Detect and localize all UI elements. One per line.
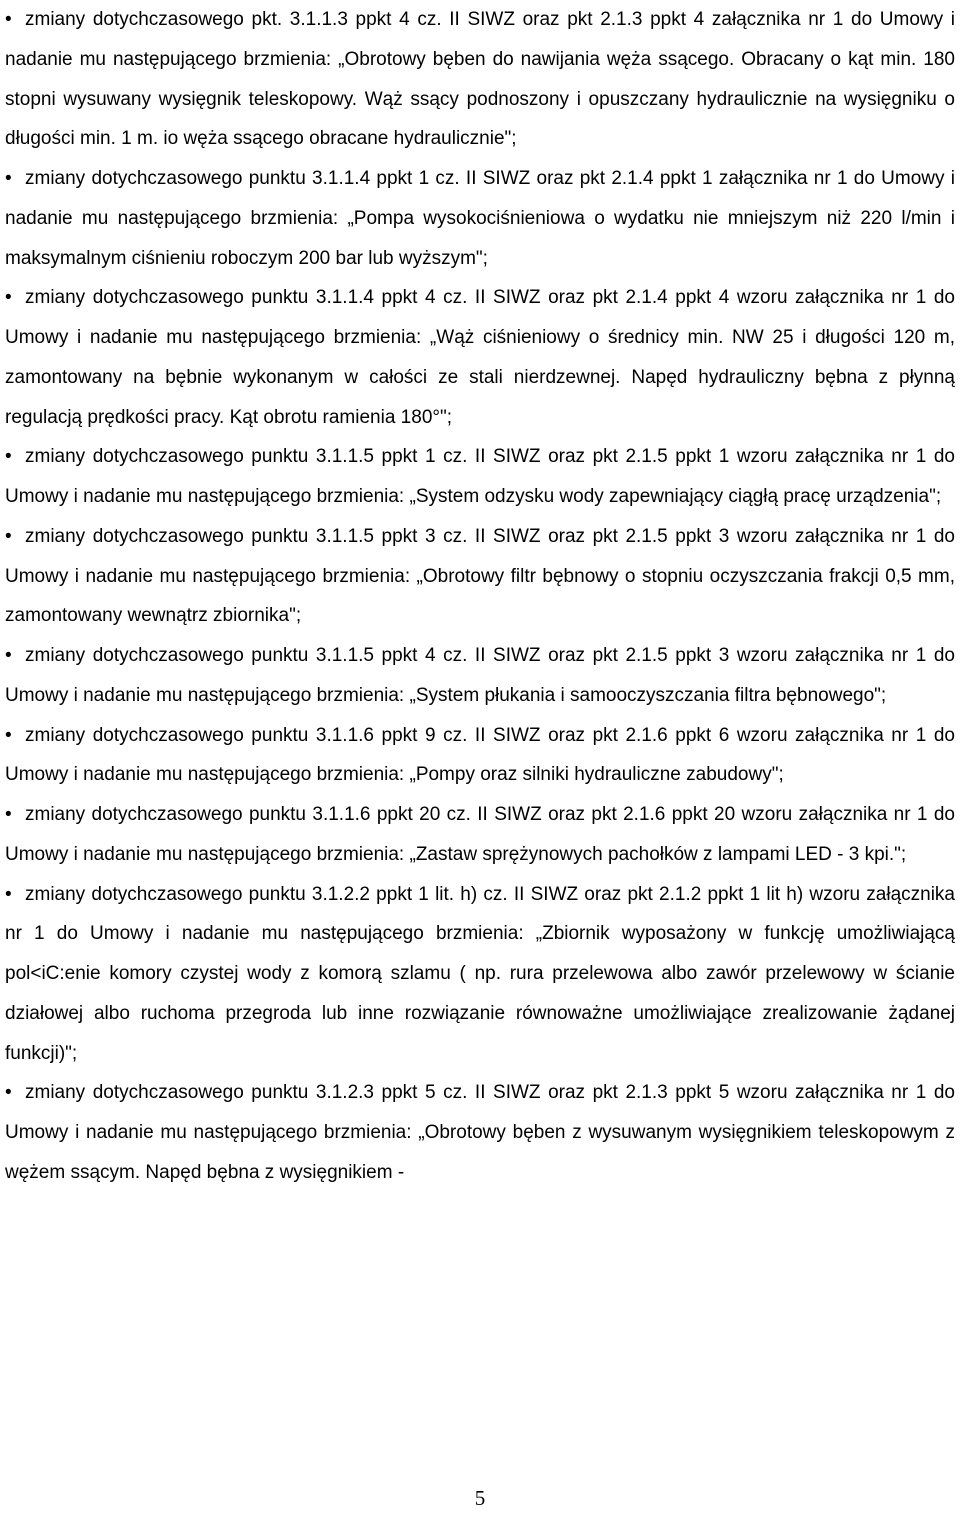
bullet-icon: • [5, 645, 12, 666]
list-item [5, 0, 955, 159]
list-item [5, 875, 955, 1074]
bullet-icon: • [5, 9, 12, 30]
bullet-icon: • [5, 724, 12, 746]
bullet-icon: • [5, 168, 12, 189]
bullet-icon: • [5, 804, 12, 825]
list-item [5, 517, 955, 636]
list-item-text: zmiany dotychczasowego punktu 3.1.1.6 ppkt 20 cz. II SIWZ oraz pkt 2.1.6 ppkt 20 wzoru załącznika nr 1 do Umowy i nadanie mu następującego brzmienia: „Zastaw sprężynowych pachołków z lampami LED - 3 kpi."; [5, 804, 955, 865]
list-item [5, 795, 955, 875]
list-item [5, 716, 955, 796]
list-item [5, 278, 955, 437]
bullet-icon: • [5, 287, 12, 309]
list-item [5, 437, 955, 517]
list-item-text: zmiany dotychczasowego punktu 3.1.1.4 ppkt 4 cz. II SIWZ oraz pkt 2.1.4 ppkt 4 wzoru załącznika nr 1 do Umowy i nadanie mu następującego brzmienia: „Wąż ciśnieniowy o średnicy min. NW 25 i długości 120 m, zamontowany na bębnie wykonanym w całości ze stali nierdzewnej. Napęd hydrauliczny bębna z płynną regulacją prędkości pracy. Kąt obrotu ramienia 180°"; [5, 287, 955, 428]
list-item [5, 636, 955, 716]
list-item [5, 1073, 955, 1192]
bullet-icon: • [5, 1082, 12, 1104]
document-body [5, 0, 955, 1193]
list-item-text: zmiany dotychczasowego punktu 3.1.2.3 ppkt 5 cz. II SIWZ oraz pkt 2.1.3 ppkt 5 wzoru załącznika nr 1 do Umowy i nadanie mu następującego brzmienia: „Obrotowy bęben z wysuwanym wysięgnikiem teleskopowym z wężem ssącym. Napęd bębna z wysięgnikiem - [5, 1082, 955, 1183]
list-item-text: zmiany dotychczasowego punktu 3.1.1.5 ppkt 3 cz. II SIWZ oraz pkt 2.1.5 ppkt 3 wzoru załącznika nr 1 do Umowy i nadanie mu następującego brzmienia: „Obrotowy filtr bębnowy o stopniu oczyszczania frakcji 0,5 mm, zamontowany wewnątrz zbiornika"; [5, 525, 955, 627]
list-item-text: zmiany dotychczasowego punktu 3.1.1.5 ppkt 4 cz. II SIWZ oraz pkt 2.1.5 ppkt 3 wzoru załącznika nr 1 do Umowy i nadanie mu następującego brzmienia: „System płukania i samooczyszczania filtra bębnowego"; [5, 645, 955, 706]
page-number: 5 [474, 1486, 486, 1510]
bullet-icon: • [5, 883, 12, 905]
list-item [5, 159, 955, 278]
list-item-text: zmiany dotychczasowego pkt. 3.1.1.3 ppkt 4 cz. II SIWZ oraz pkt 2.1.3 ppkt 4 załącznika nr 1 do Umowy i nadanie mu następującego brzmienia: „Obrotowy bęben do nawijania węża ssącego. Obracany o kąt min. 180 stopni wysuwany wysięgnik teleskopowy. Wąż ssący podnoszony i opuszczany hydraulicznie na wysięgniku o długości min. 1 m. io węża ssącego obracane hydraulicznie"; [5, 9, 955, 150]
bullet-icon: • [5, 446, 12, 468]
list-item-text: zmiany dotychczasowego punktu 3.1.1.5 ppkt 1 cz. II SIWZ oraz pkt 2.1.5 ppkt 1 wzoru załącznika nr 1 do Umowy i nadanie mu następującego brzmienia: „System odzysku wody zapewniający ciągłą pracę urządzenia"; [5, 446, 955, 507]
bullet-icon: • [5, 525, 12, 547]
list-item-text: zmiany dotychczasowego punktu 3.1.1.6 ppkt 9 cz. II SIWZ oraz pkt 2.1.6 ppkt 6 wzoru załącznika nr 1 do Umowy i nadanie mu następującego brzmienia: „Pompy oraz silniki hydrauliczne zabudowy"; [5, 724, 955, 786]
list-item-text: zmiany dotychczasowego punktu 3.1.1.4 ppkt 1 cz. II SIWZ oraz pkt 2.1.4 ppkt 1 załącznika nr 1 do Umowy i nadanie mu następującego brzmienia: „Pompa wysokociśnieniowa o wydatku nie mniejszym niż 220 l/min i maksymalnym ciśnieniu roboczym 200 bar lub wyższym"; [5, 168, 955, 269]
list-item-text: zmiany dotychczasowego punktu 3.1.2.2 ppkt 1 lit. h) cz. II SIWZ oraz pkt 2.1.2 ppkt 1 lit h) wzoru załącznika nr 1 do Umowy i nadanie mu następującego brzmienia: „Zbiornik wyposażony w funkcję umożliwiającą pol<iC:enie komory czystej wody z komorą szlamu ( np. rura przelewowa albo zawór przelewowy w ścianie działowej albo ruchoma przegroda lub inne rozwiązanie równoważne umożliwiające zrealizowanie żądanej funkcji)"; [5, 883, 955, 1064]
